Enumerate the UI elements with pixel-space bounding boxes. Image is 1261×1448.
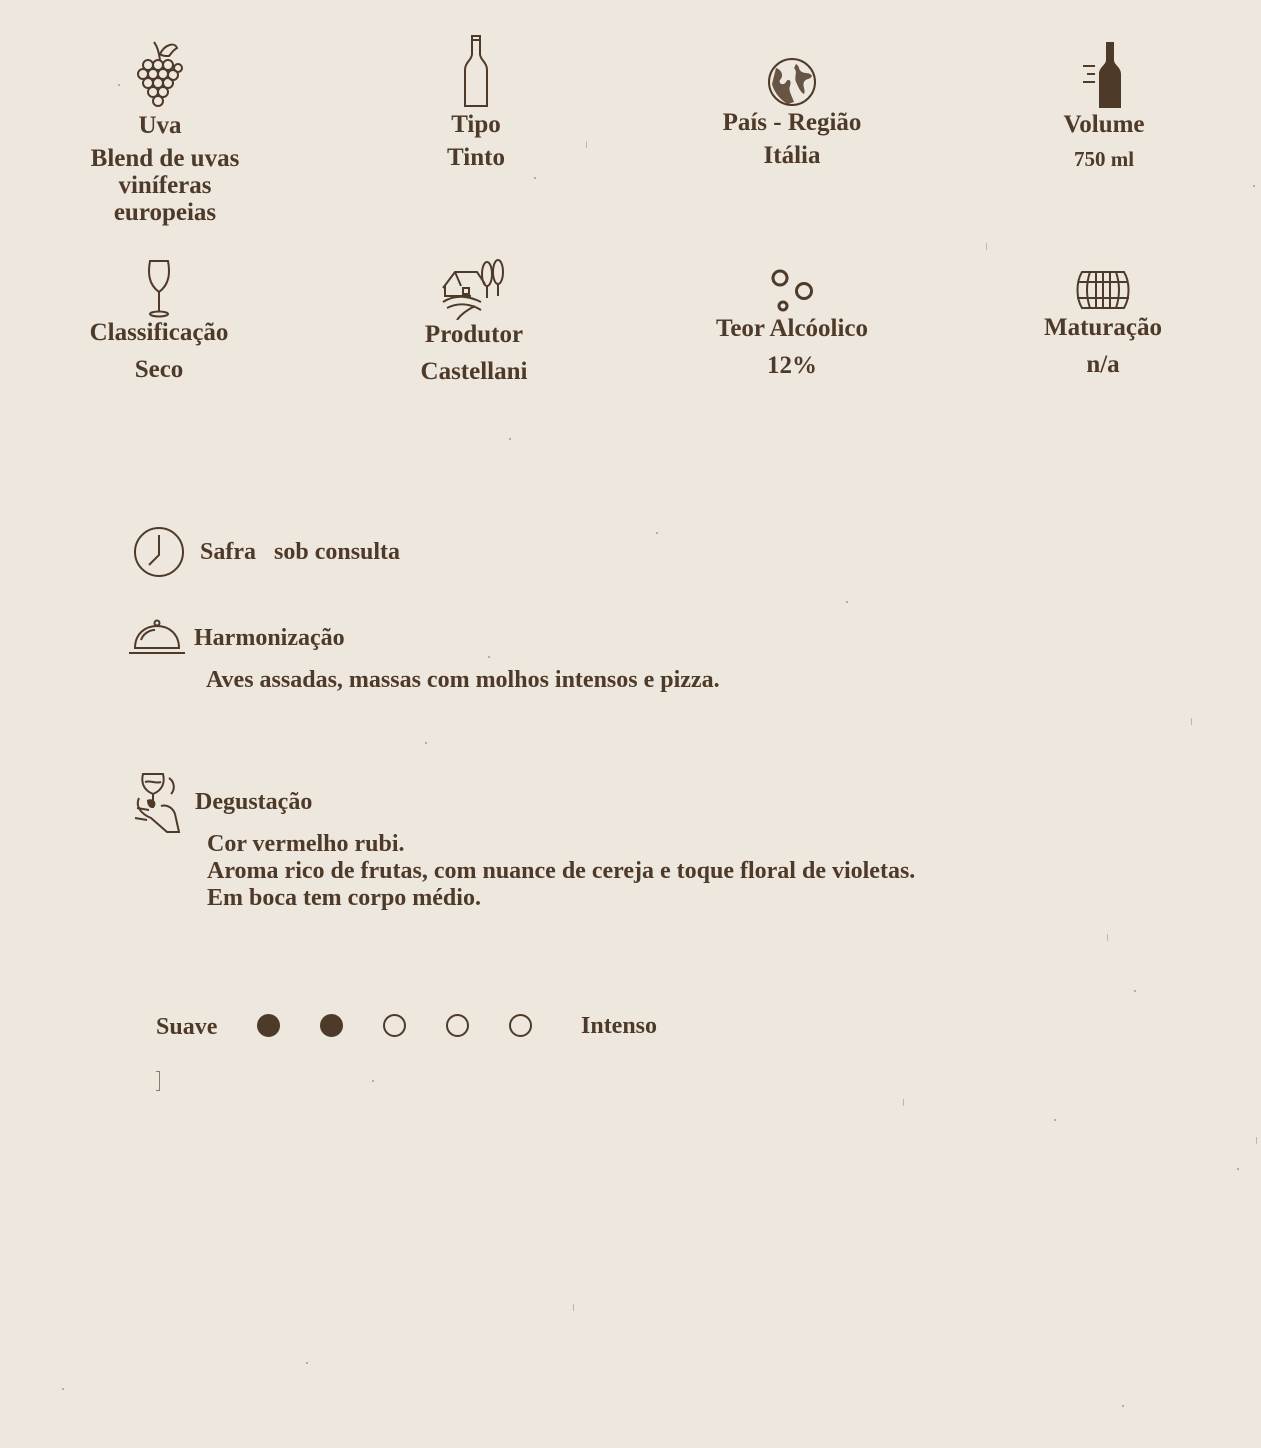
degustacao-line: Cor vermelho rubi.: [207, 831, 405, 857]
barrel-icon: [1074, 268, 1132, 312]
text-cursor-mark: [156, 1071, 160, 1091]
grape-icon: [135, 40, 185, 108]
spec-maturacao: [958, 268, 1248, 378]
safra-label: Safra: [200, 538, 256, 565]
degustacao-line: Aroma rico de frutas, com nuance de cereja e toque floral de violetas.: [207, 858, 916, 884]
harmonizacao-text: Aves assadas, massas com molhos intensos e pizza.: [206, 667, 720, 693]
spec-label: Volume: [1063, 111, 1145, 138]
intensity-dot-filled: [320, 1014, 343, 1037]
spec-value: 12%: [767, 352, 817, 379]
degustacao-row: [133, 768, 312, 836]
intensity-max-label: Intenso: [581, 1013, 658, 1039]
farm-icon: [441, 258, 507, 320]
spec-label: País - Região: [722, 109, 862, 136]
cloche-icon: [127, 618, 187, 658]
spec-label: Tipo: [451, 111, 501, 138]
spec-value: Castellani: [420, 358, 528, 385]
safra-row: [132, 525, 400, 579]
spec-label: Maturação: [1043, 314, 1163, 341]
degustacao-label: Degustação: [195, 788, 313, 815]
bubbles-icon: [768, 266, 816, 314]
degustacao-line: Em boca tem corpo médio.: [207, 885, 481, 911]
spec-tipo: [331, 34, 621, 171]
tasting-hand-icon: [133, 768, 183, 836]
spec-uva: [15, 40, 305, 226]
clock-icon: [132, 525, 186, 579]
spec-produtor: [329, 258, 619, 385]
spec-value: 750 ml: [1073, 147, 1135, 171]
harmonizacao-row: [127, 618, 345, 658]
spec-value: Itália: [763, 142, 821, 169]
bottle-filled-icon: [1081, 40, 1127, 110]
spec-label: Uva: [138, 112, 182, 139]
intensity-scale: [156, 1012, 676, 1046]
globe-icon: [766, 56, 818, 108]
spec-value: Blend de uvas viníferas europeias: [90, 145, 240, 226]
harmonizacao-label: Harmonização: [194, 624, 345, 651]
spec-classificacao: [14, 258, 304, 383]
spec-pais: [647, 56, 937, 169]
safra-value: sob consulta: [274, 538, 401, 565]
intensity-dot-empty: [446, 1014, 469, 1037]
spec-volume: [959, 40, 1249, 173]
spec-label: Teor Alcóolico: [715, 315, 869, 342]
bottle-outline-icon: [463, 34, 489, 108]
spec-label: Classificação: [89, 319, 229, 346]
spec-label: Produtor: [424, 321, 524, 348]
degustacao-text: [207, 831, 915, 912]
intensity-dot-filled: [257, 1014, 280, 1037]
intensity-dot-empty: [509, 1014, 532, 1037]
spec-teor: [647, 266, 937, 379]
spec-value: Seco: [134, 356, 184, 383]
spec-value: n/a: [1086, 351, 1120, 378]
wine-glass-icon: [146, 258, 172, 318]
intensity-dots: [257, 1014, 537, 1040]
spec-value: Tinto: [447, 144, 505, 171]
intensity-dot-empty: [383, 1014, 406, 1037]
intensity-min-label: Suave: [156, 1014, 218, 1040]
